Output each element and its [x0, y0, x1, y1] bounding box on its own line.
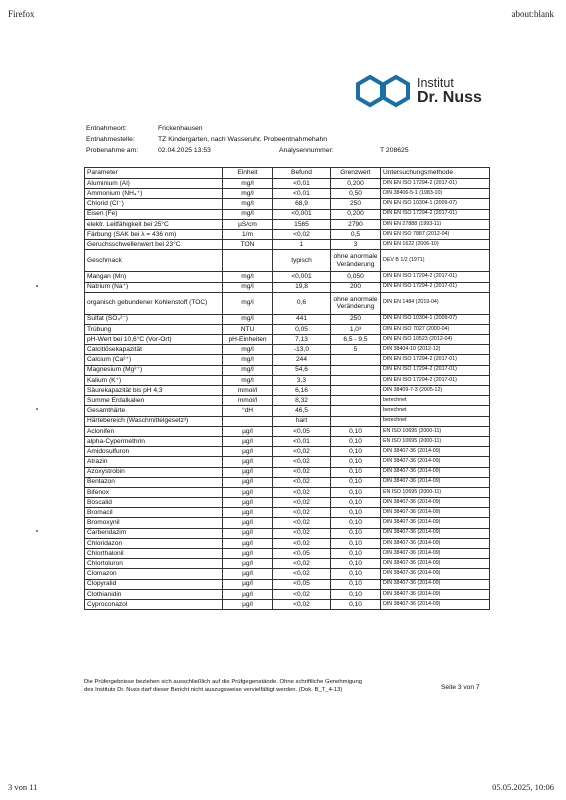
cell-methode: DIN EN ISO 17294-2 (2017-01) — [381, 272, 490, 282]
cell-grenzwert — [331, 416, 381, 426]
cell-grenzwert: 0,10 — [331, 447, 381, 457]
cell-grenzwert: 0,10 — [331, 498, 381, 508]
table-row — [85, 589, 490, 599]
print-datetime: 05.05.2025, 10:06 — [492, 782, 554, 792]
institute-logo — [356, 70, 496, 110]
cell-befund: <0,02 — [273, 569, 331, 579]
cell-unit: mg/l — [223, 209, 273, 219]
cell-unit: µg/l — [223, 477, 273, 487]
cell-param: Chlorthalonil — [85, 549, 223, 559]
cell-methode: DIN 38407-36 (2014-09) — [381, 518, 490, 528]
table-row — [85, 406, 490, 416]
cell-methode: DIN 38404-10 (2012-12) — [381, 345, 490, 355]
header-einheit: Einheit — [223, 168, 273, 179]
margin-dot — [36, 408, 38, 410]
cell-befund: typisch — [273, 250, 331, 272]
cell-grenzwert: 0,50 — [331, 189, 381, 199]
cell-grenzwert: 0,10 — [331, 599, 381, 609]
cell-grenzwert — [331, 406, 381, 416]
cell-grenzwert: 6,5 - 9,5 — [331, 335, 381, 345]
page-number: Seite 3 von 7 — [441, 684, 480, 691]
table-row — [85, 314, 490, 324]
cell-unit: 1/m — [223, 229, 273, 239]
cell-grenzwert: 0,10 — [331, 487, 381, 497]
cell-befund: <0,02 — [273, 447, 331, 457]
table-row — [85, 599, 490, 609]
table-row — [85, 528, 490, 538]
table-row — [85, 518, 490, 528]
header-grenzwert: Grenzwert — [331, 168, 381, 179]
cell-grenzwert: 0,10 — [331, 477, 381, 487]
cell-grenzwert: 0,10 — [331, 467, 381, 477]
cell-methode: DIN 38407-36 (2014-09) — [381, 538, 490, 548]
cell-befund: 19,8 — [273, 282, 331, 292]
cell-param: Bentazon — [85, 477, 223, 487]
cell-grenzwert: 0,10 — [331, 569, 381, 579]
cell-grenzwert: 0,200 — [331, 179, 381, 189]
cell-param: Chlortoluron — [85, 559, 223, 569]
cell-param: Clopyralid — [85, 579, 223, 589]
cell-param: Eisen (Fe) — [85, 209, 223, 219]
cell-grenzwert: 0,10 — [331, 518, 381, 528]
cell-methode: DIN EN ISO 17294-2 (2017-01) — [381, 179, 490, 189]
cell-unit: NTU — [223, 324, 273, 334]
cell-param: Cyproconazol — [85, 599, 223, 609]
cell-param: organisch gebundener Kohlenstoff (TOC) — [85, 292, 223, 314]
cell-befund: <0,05 — [273, 426, 331, 436]
footer-line-2: des Instituts Dr. Nuss darf dieser Bericht nicht auszugsweise vervielfältigt werden. (Dok. B_T_4-13) — [84, 687, 343, 693]
cell-methode: berechnet — [381, 406, 490, 416]
cell-unit: µg/l — [223, 467, 273, 477]
cell-grenzwert: ohne anormale Veränderung — [331, 250, 381, 272]
cell-befund: <0,02 — [273, 477, 331, 487]
cell-befund: <0,02 — [273, 229, 331, 239]
cell-unit: µg/l — [223, 487, 273, 497]
logo-line-1: Institut — [417, 76, 454, 90]
cell-param: Clothianidin — [85, 589, 223, 599]
cell-param: pH-Wert bei 10,6°C (Vor-Ort) — [85, 335, 223, 345]
cell-methode: DIN EN ISO 7027 (2000-04) — [381, 324, 490, 334]
cell-unit: µg/l — [223, 549, 273, 559]
cell-param: Mangan (Mn) — [85, 272, 223, 282]
cell-param: Aclonifen — [85, 426, 223, 436]
cell-grenzwert: 0,5 — [331, 229, 381, 239]
table-row — [85, 386, 490, 396]
table-row — [85, 335, 490, 345]
cell-grenzwert — [331, 355, 381, 365]
cell-methode: DIN EN ISO 10304-1 (2009-07) — [381, 199, 490, 209]
meta-ort-value: Frickenhausen — [158, 125, 203, 132]
cell-param: elektr. Leitfähigkeit bei 25°C — [85, 219, 223, 229]
cell-param: Bifenox — [85, 487, 223, 497]
table-row — [85, 292, 490, 314]
cell-unit: mg/l — [223, 199, 273, 209]
table-row — [85, 487, 490, 497]
margin-dot — [36, 530, 38, 532]
cell-methode: DIN EN 1622 (2006-10) — [381, 240, 490, 250]
cell-unit — [223, 416, 273, 426]
margin-dot — [36, 285, 38, 287]
cell-unit: mg/l — [223, 375, 273, 385]
table-row — [85, 189, 490, 199]
cell-grenzwert: 0,10 — [331, 579, 381, 589]
table-row — [85, 447, 490, 457]
table-row — [85, 569, 490, 579]
cell-grenzwert: 0,10 — [331, 528, 381, 538]
cell-grenzwert: 1,0³ — [331, 324, 381, 334]
cell-methode: DIN EN ISO 10523 (2012-04) — [381, 335, 490, 345]
cell-param: Trübung — [85, 324, 223, 334]
cell-unit: µS/cm — [223, 219, 273, 229]
table-row — [85, 179, 490, 189]
cell-grenzwert: 0,10 — [331, 549, 381, 559]
cell-grenzwert: 0,050 — [331, 272, 381, 282]
cell-unit: µg/l — [223, 589, 273, 599]
cell-methode: DIN 38407-36 (2014-09) — [381, 467, 490, 477]
cell-methode: berechnet — [381, 396, 490, 406]
cell-grenzwert: 0,10 — [331, 426, 381, 436]
cell-befund: 0,05 — [273, 324, 331, 334]
table-row — [85, 426, 490, 436]
cell-param: Natrium (Na⁺) — [85, 282, 223, 292]
cell-befund: 1 — [273, 240, 331, 250]
cell-param: Chloridazon — [85, 538, 223, 548]
cell-grenzwert: 2790 — [331, 219, 381, 229]
cell-grenzwert: 250 — [331, 199, 381, 209]
cell-befund: 8,32 — [273, 396, 331, 406]
table-row — [85, 467, 490, 477]
cell-unit — [223, 250, 273, 272]
cell-methode: DIN 38407-36 (2014-09) — [381, 457, 490, 467]
cell-grenzwert: 200 — [331, 282, 381, 292]
cell-methode: DIN 38407-36 (2014-09) — [381, 477, 490, 487]
cell-befund: <0,02 — [273, 487, 331, 497]
cell-param: Ammonium (NH₄⁺) — [85, 189, 223, 199]
cell-befund: <0,01 — [273, 189, 331, 199]
cell-befund: <0,02 — [273, 589, 331, 599]
meta-nr-value: T 208625 — [380, 147, 409, 154]
meta-ort — [86, 125, 416, 135]
cell-methode: DIN 38407-36 (2014-09) — [381, 508, 490, 518]
table-row — [85, 365, 490, 375]
browser-title: Firefox — [8, 9, 35, 19]
cell-param: Sulfat (SO₄²⁻) — [85, 314, 223, 324]
cell-unit: mmol/l — [223, 396, 273, 406]
cell-methode: EN ISO 10695 (2000-11) — [381, 487, 490, 497]
cell-unit: µg/l — [223, 498, 273, 508]
cell-methode: DIN EN ISO 17294-2 (2017-01) — [381, 365, 490, 375]
cell-befund: <0,02 — [273, 528, 331, 538]
cell-param: Azoxystrobin — [85, 467, 223, 477]
cell-befund: 68,9 — [273, 199, 331, 209]
meta-datum-value: 02.04.2025 13:53 — [158, 147, 211, 154]
table-row — [85, 436, 490, 446]
cell-param: alpha-Cypermethrin — [85, 436, 223, 446]
footer-line-1: Die Prüfergebnisse beziehen sich ausschließlich auf die Prüfgegenstände. Ohne schriftliche Genehmigung — [84, 679, 363, 685]
cell-param: Summe Erdalkalien — [85, 396, 223, 406]
cell-unit: mg/l — [223, 189, 273, 199]
cell-param: Säurekapazität bis pH 4,3 — [85, 386, 223, 396]
header-parameter: Parameter — [85, 168, 223, 179]
cell-befund: <0,02 — [273, 538, 331, 548]
cell-unit: mg/l — [223, 314, 273, 324]
table-row — [85, 229, 490, 239]
table-row — [85, 209, 490, 219]
cell-methode: DIN 38407-36 (2014-09) — [381, 589, 490, 599]
table-row — [85, 396, 490, 406]
cell-grenzwert — [331, 396, 381, 406]
cell-unit: mg/l — [223, 282, 273, 292]
table-row — [85, 199, 490, 209]
table-row — [85, 579, 490, 589]
cell-param: Gesamthärte — [85, 406, 223, 416]
table-row — [85, 324, 490, 334]
table-row — [85, 250, 490, 272]
cell-unit: mg/l — [223, 272, 273, 282]
cell-unit: µg/l — [223, 599, 273, 609]
cell-methode: DEV B 1/2 (1971) — [381, 250, 490, 272]
header-methode: Untersuchungsmethode — [381, 168, 490, 179]
cell-unit: µg/l — [223, 528, 273, 538]
cell-befund: 1565 — [273, 219, 331, 229]
cell-befund: <0,02 — [273, 508, 331, 518]
cell-methode: DIN EN 27888 (1993-11) — [381, 219, 490, 229]
table-row — [85, 477, 490, 487]
cell-grenzwert: 250 — [331, 314, 381, 324]
table-row — [85, 240, 490, 250]
cell-unit: µg/l — [223, 569, 273, 579]
cell-methode: DIN 38407-36 (2014-09) — [381, 569, 490, 579]
cell-param: Aluminium (Al) — [85, 179, 223, 189]
table-row — [85, 355, 490, 365]
cell-befund: <0,02 — [273, 559, 331, 569]
cell-param: Bromoxynil — [85, 518, 223, 528]
cell-methode: DIN EN ISO 17294-2 (2017-01) — [381, 209, 490, 219]
cell-befund: 3,3 — [273, 375, 331, 385]
cell-unit: µg/l — [223, 518, 273, 528]
cell-befund: 0,6 — [273, 292, 331, 314]
cell-methode: DIN EN 1484 (2019-04) — [381, 292, 490, 314]
print-page-count: 3 von 11 — [8, 782, 38, 792]
meta-stelle-value: TZ Kindergarten, nach Wasseruhr, Probeentnahmehahn — [158, 136, 328, 143]
header-befund: Befund — [273, 168, 331, 179]
cell-unit: µg/l — [223, 426, 273, 436]
footer-disclaimer — [84, 678, 362, 694]
table-row — [85, 345, 490, 355]
cell-param: Kalium (K⁺) — [85, 375, 223, 385]
cell-unit: mg/l — [223, 365, 273, 375]
cell-grenzwert: ohne anormale Veränderung — [331, 292, 381, 314]
cell-befund: <0,001 — [273, 272, 331, 282]
cell-unit: mg/l — [223, 179, 273, 189]
cell-methode: DIN EN ISO 10304-1 (2009-07) — [381, 314, 490, 324]
table-header-row — [85, 168, 490, 179]
cell-befund: 441 — [273, 314, 331, 324]
cell-unit: µg/l — [223, 559, 273, 569]
cell-methode: EN ISO 10695 (2000-11) — [381, 426, 490, 436]
cell-unit: mg/l — [223, 345, 273, 355]
cell-param: Magnesium (Mg²⁺) — [85, 365, 223, 375]
cell-befund: <0,02 — [273, 518, 331, 528]
cell-unit: µg/l — [223, 447, 273, 457]
cell-param: Calcitlösekapazität — [85, 345, 223, 355]
cell-grenzwert: 0,10 — [331, 559, 381, 569]
meta-ort-label: Entnahmeort: — [86, 125, 127, 132]
table-row — [85, 457, 490, 467]
cell-methode: DIN 38407-36 (2014-09) — [381, 549, 490, 559]
cell-unit: µg/l — [223, 457, 273, 467]
cell-methode: DIN 38407-36 (2014-09) — [381, 447, 490, 457]
table-row — [85, 549, 490, 559]
cell-param: Clomazon — [85, 569, 223, 579]
cell-param: Färbung (SAK bei λ = 436 nm) — [85, 229, 223, 239]
table-row — [85, 282, 490, 292]
logo-line-2: Dr. Nuss — [417, 89, 482, 106]
cell-param: Calcium (Ca²⁺) — [85, 355, 223, 365]
cell-param: Härtebereich (Waschmittelgesetz³) — [85, 416, 223, 426]
cell-methode: DIN EN ISO 17294-2 (2017-01) — [381, 355, 490, 365]
cell-befund: <0,02 — [273, 498, 331, 508]
cell-param: Atrazin — [85, 457, 223, 467]
cell-unit: µg/l — [223, 508, 273, 518]
cell-grenzwert — [331, 375, 381, 385]
logo-mark-icon — [356, 74, 418, 110]
meta-nr-label: Analysennummer: — [279, 147, 334, 154]
cell-befund: <0,02 — [273, 599, 331, 609]
table-row — [85, 559, 490, 569]
cell-grenzwert: 0,10 — [331, 457, 381, 467]
cell-befund: 54,6 — [273, 365, 331, 375]
cell-befund: <0,02 — [273, 457, 331, 467]
cell-befund: -13,0 — [273, 345, 331, 355]
cell-param: Amidosulfuron — [85, 447, 223, 457]
table-row — [85, 416, 490, 426]
cell-grenzwert: 3 — [331, 240, 381, 250]
cell-grenzwert: 0,10 — [331, 436, 381, 446]
cell-methode: DIN EN ISO 17294-2 (2017-01) — [381, 375, 490, 385]
cell-methode: DIN EN ISO 17294-2 (2017-01) — [381, 282, 490, 292]
cell-grenzwert: 0,10 — [331, 589, 381, 599]
cell-unit: µg/l — [223, 579, 273, 589]
table-row — [85, 272, 490, 282]
cell-unit: °dH — [223, 406, 273, 416]
cell-unit: mg/l — [223, 355, 273, 365]
meta-stelle — [86, 136, 416, 146]
meta-stelle-label: Entnahmestelle: — [86, 136, 135, 143]
cell-param: Carbendazim — [85, 528, 223, 538]
cell-unit: TON — [223, 240, 273, 250]
cell-grenzwert: 5 — [331, 345, 381, 355]
cell-befund: <0,01 — [273, 436, 331, 446]
table-row — [85, 538, 490, 548]
cell-grenzwert: 0,10 — [331, 538, 381, 548]
results-table — [84, 167, 490, 610]
cell-unit: mg/l — [223, 292, 273, 314]
cell-param: Geruchsschwellenwert bei 23°C — [85, 240, 223, 250]
cell-methode: DIN 38407-36 (2014-09) — [381, 579, 490, 589]
cell-befund: <0,05 — [273, 579, 331, 589]
cell-befund: 244 — [273, 355, 331, 365]
table-row — [85, 375, 490, 385]
table-row — [85, 219, 490, 229]
cell-befund: <0,001 — [273, 209, 331, 219]
cell-unit: µg/l — [223, 538, 273, 548]
cell-methode: EN ISO 10695 (2000-11) — [381, 436, 490, 446]
cell-methode: DIN 38407-36 (2014-09) — [381, 559, 490, 569]
cell-param: Chlorid (Cl⁻) — [85, 199, 223, 209]
cell-befund: hart — [273, 416, 331, 426]
cell-grenzwert — [331, 386, 381, 396]
cell-methode: DIN 38409-7-3 (2005-12) — [381, 386, 490, 396]
cell-methode: DIN EN ISO 7887 (2012-04) — [381, 229, 490, 239]
cell-methode: DIN 38406-5-1 (1983-10) — [381, 189, 490, 199]
cell-grenzwert: 0,200 — [331, 209, 381, 219]
cell-unit: µg/l — [223, 436, 273, 446]
cell-methode: DIN 38407-36 (2014-09) — [381, 599, 490, 609]
cell-methode: DIN 38407-36 (2014-09) — [381, 498, 490, 508]
cell-unit: mmol/l — [223, 386, 273, 396]
cell-methode: DIN 38407-36 (2014-09) — [381, 528, 490, 538]
cell-param: Geschmack — [85, 250, 223, 272]
cell-befund: <0,01 — [273, 179, 331, 189]
cell-grenzwert: 0,10 — [331, 508, 381, 518]
table-row — [85, 508, 490, 518]
cell-befund: 7,13 — [273, 335, 331, 345]
cell-methode: berechnet — [381, 416, 490, 426]
meta-datum — [86, 147, 486, 157]
table-row — [85, 498, 490, 508]
cell-befund: 6,16 — [273, 386, 331, 396]
cell-grenzwert — [331, 365, 381, 375]
cell-befund: 46,5 — [273, 406, 331, 416]
page-url: about:blank — [511, 9, 554, 19]
cell-befund: <0,02 — [273, 467, 331, 477]
cell-param: Bromacil — [85, 508, 223, 518]
cell-unit: pH-Einheiten — [223, 335, 273, 345]
meta-datum-label: Probenahme am: — [86, 147, 139, 154]
cell-param: Boscalid — [85, 498, 223, 508]
cell-befund: <0,05 — [273, 549, 331, 559]
